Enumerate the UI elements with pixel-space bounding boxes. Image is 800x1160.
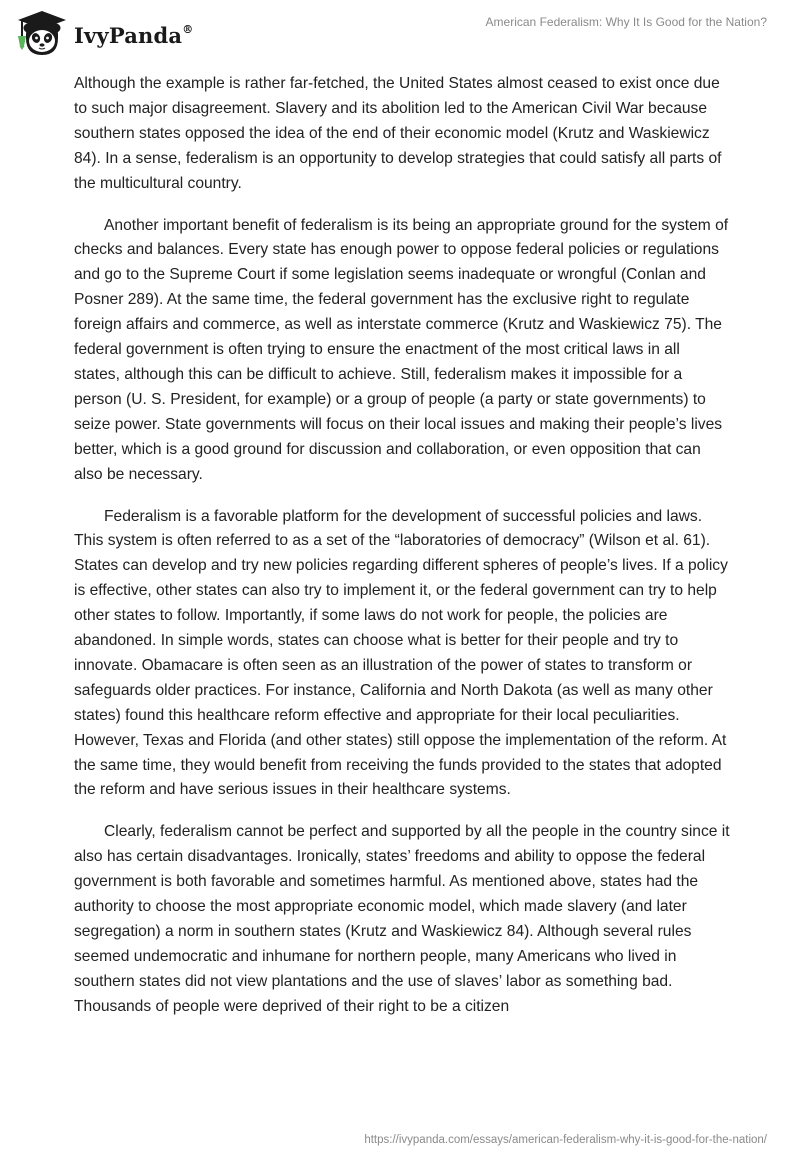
paragraph-4: Clearly, federalism cannot be perfect and supported by all the people in the country since it also has certain disadvantages. Ironically, states’ freedoms and ability to oppose the federal government is both favorable and sometimes harmful. As mentioned above, states had the authority to choose the most appropriate economic model, which made slavery (and later segregation) a norm in southern states (Krutz and Waskiewicz 84). Although several rules seemed undemocratic and inhumane for northern people, many Americans who lived in southern states did not view plantations and the use of slaves’ labor as something bad. Thousands of people were deprived of their right to be a citizen — [74, 823, 730, 1015]
panda-graduate-icon — [12, 8, 68, 58]
paragraph-1: Although the example is rather far-fetched, the United States almost ceased to exist once due to such major disagreement. Slavery and its abolition led to the American Civil War because southern states opposed the idea of the end of their economic model (Krutz and Waskiewicz 84). In a sense, federalism is an opportunity to develop strategies that could satisfy all parts of the multicultural country. — [74, 75, 722, 192]
source-url-link[interactable]: https://ivypanda.com/essays/american-federalism-why-it-is-good-for-the-nation/ — [364, 1134, 767, 1146]
paragraph-3: Federalism is a favorable platform for the development of successful policies and laws. This system is often referred to as a set of the “laboratories of democracy” (Wilson et al. 61). States can develop and try new policies regarding different spheres of people’s lives. If a policy is effective, other states can also try to implement it, or the federal government can try to help other states to follow. Importantly, if some laws do not work for people, the policies are abandoned. In simple words, states can choose what is better for their people and try to innovate. Obamacare is often seen as an illustration of the power of states to transform or safeguards older practices. For instance, California and North Dakota (as well as many other states) found this healthcare reform effective and appropriate for their local peculiarities. However, Texas and Florida (and other states) still oppose the implementation of the reform. At the same time, they would benefit from receiving the funds provided to the states that adopted the reform and have serious issues in their healthcare systems. — [74, 507, 728, 799]
essay-body — [74, 72, 730, 1037]
registered-mark: ® — [182, 22, 194, 36]
brand-name-text: IvyPanda — [74, 22, 183, 48]
ivypanda-logo-link[interactable] — [12, 8, 193, 58]
brand-name — [74, 23, 193, 48]
page-header — [0, 0, 800, 64]
document-title: American Federalism: Why It Is Good for the Nation? — [485, 15, 767, 29]
paragraph-2: Another important benefit of federalism is its being an appropriate ground for the system of checks and balances. Every state has enough power to oppose federal policies or regulations and go to the Supreme Court if some legislation seems inadequate or wrongful (Conlan and Posner 289). At the same time, the federal government has the exclusive right to regulate foreign affairs and commerce, as well as interstate commerce (Krutz and Waskiewicz 75). The federal government is often trying to ensure the enactment of the most critical laws in all states, although this can be difficult to achieve. Still, federalism makes it impossible for a person (U. S. President, for example) or a group of people (a party or state governments) to seize power. State governments will focus on their local issues and making their people’s lives better, which is a good ground for discussion and collaboration, or even opposition that can also be necessary. — [74, 216, 729, 483]
